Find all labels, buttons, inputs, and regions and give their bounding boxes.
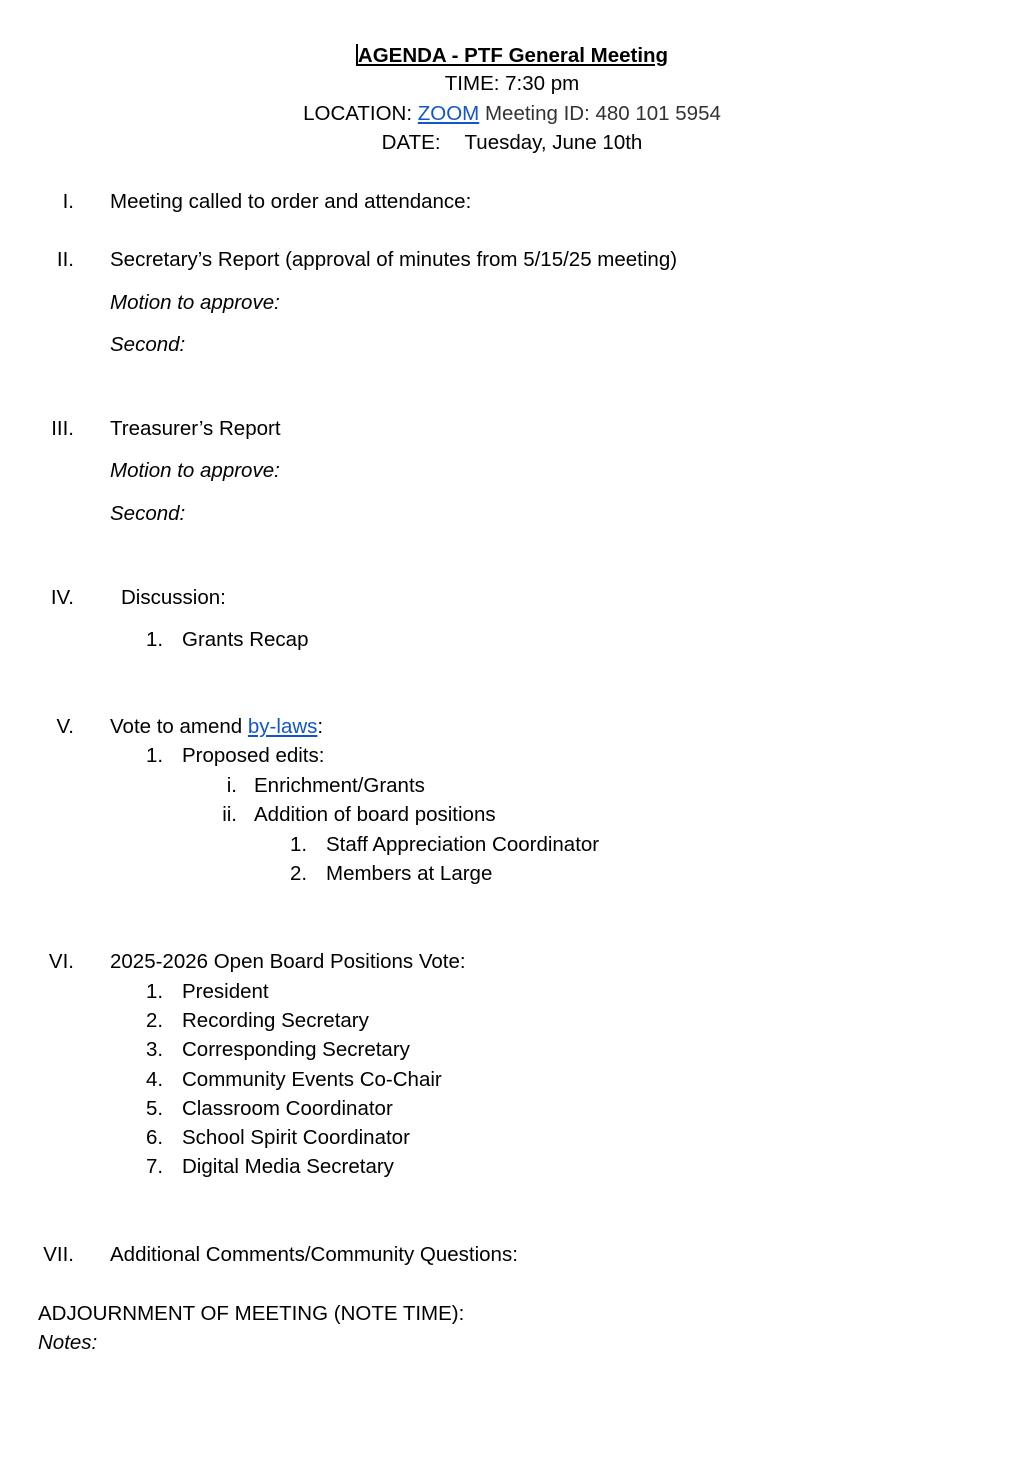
section-numeral: I. bbox=[62, 190, 74, 213]
agenda-title-text: AGENDA - PTF General Meeting bbox=[357, 44, 669, 67]
list-item-number: 6. bbox=[146, 1126, 164, 1149]
section-heading bbox=[110, 717, 323, 738]
sub-item: Enrichment/Grants bbox=[254, 774, 425, 797]
list-item: Corresponding Secretary bbox=[182, 1038, 410, 1061]
section-heading: 2025-2026 Open Board Positions Vote: bbox=[110, 950, 466, 973]
section-numeral: VI. bbox=[48, 950, 74, 973]
list-item-number: 3. bbox=[146, 1038, 164, 1061]
adjournment-line: ADJOURNMENT OF MEETING (NOTE TIME): bbox=[38, 1302, 465, 1325]
meeting-date bbox=[0, 133, 1024, 154]
meeting-id: Meeting ID: 480 101 5954 bbox=[479, 102, 721, 125]
meeting-time: TIME: 7:30 pm bbox=[444, 72, 580, 95]
bylaws-link[interactable]: by-laws bbox=[247, 715, 318, 738]
sub-sub-item-number: 2. bbox=[290, 862, 308, 885]
list-item-number: 5. bbox=[146, 1097, 164, 1120]
list-item-number: 1. bbox=[146, 744, 164, 767]
sub-sub-item-number: 1. bbox=[290, 833, 308, 856]
section-heading: Secretary’s Report (approval of minutes from 5/15/25 meeting) bbox=[110, 248, 678, 271]
list-item-number: 7. bbox=[146, 1155, 164, 1178]
second-label: Second: bbox=[110, 333, 186, 356]
list-item-number: 1. bbox=[146, 980, 164, 1003]
date-label: DATE: bbox=[381, 131, 441, 154]
second-label: Second: bbox=[110, 502, 186, 525]
section-heading: Meeting called to order and attendance: bbox=[110, 190, 472, 213]
meeting-location bbox=[0, 104, 1024, 125]
section-numeral: VII. bbox=[43, 1243, 74, 1266]
section-numeral: IV. bbox=[50, 586, 74, 609]
section-numeral: V. bbox=[56, 715, 74, 738]
list-item: President bbox=[182, 980, 269, 1003]
list-item: Community Events Co-Chair bbox=[182, 1068, 442, 1091]
location-label: LOCATION: bbox=[303, 102, 418, 125]
sub-item-number: ii. bbox=[222, 803, 237, 826]
sub-sub-item: Members at Large bbox=[326, 862, 493, 885]
list-item: School Spirit Coordinator bbox=[182, 1126, 410, 1149]
sub-sub-item: Staff Appreciation Coordinator bbox=[326, 833, 600, 856]
motion-label: Motion to approve: bbox=[110, 291, 280, 314]
heading-colon: : bbox=[317, 715, 324, 738]
motion-label: Motion to approve: bbox=[110, 459, 280, 482]
zoom-link[interactable]: ZOOM bbox=[417, 102, 480, 125]
list-item: Proposed edits: bbox=[182, 744, 325, 767]
list-item-number: 4. bbox=[146, 1068, 164, 1091]
list-item: Grants Recap bbox=[182, 628, 309, 651]
list-item: Digital Media Secretary bbox=[182, 1155, 394, 1178]
sub-item-number: i. bbox=[226, 774, 237, 797]
list-item-number: 1. bbox=[146, 628, 164, 651]
section-heading: Additional Comments/Community Questions: bbox=[110, 1243, 518, 1266]
section-numeral: II. bbox=[56, 248, 74, 271]
notes-label: Notes: bbox=[38, 1331, 98, 1354]
list-item-number: 2. bbox=[146, 1009, 164, 1032]
date-value: Tuesday, June 10th bbox=[464, 131, 643, 154]
list-item: Classroom Coordinator bbox=[182, 1097, 393, 1120]
section-heading: Treasurer’s Report bbox=[110, 417, 281, 440]
agenda-title bbox=[0, 44, 1024, 67]
section-numeral: III. bbox=[51, 417, 74, 440]
section-heading: Discussion: bbox=[121, 586, 226, 609]
heading-text: Vote to amend bbox=[110, 715, 248, 738]
sub-item: Addition of board positions bbox=[254, 803, 496, 826]
list-item: Recording Secretary bbox=[182, 1009, 369, 1032]
